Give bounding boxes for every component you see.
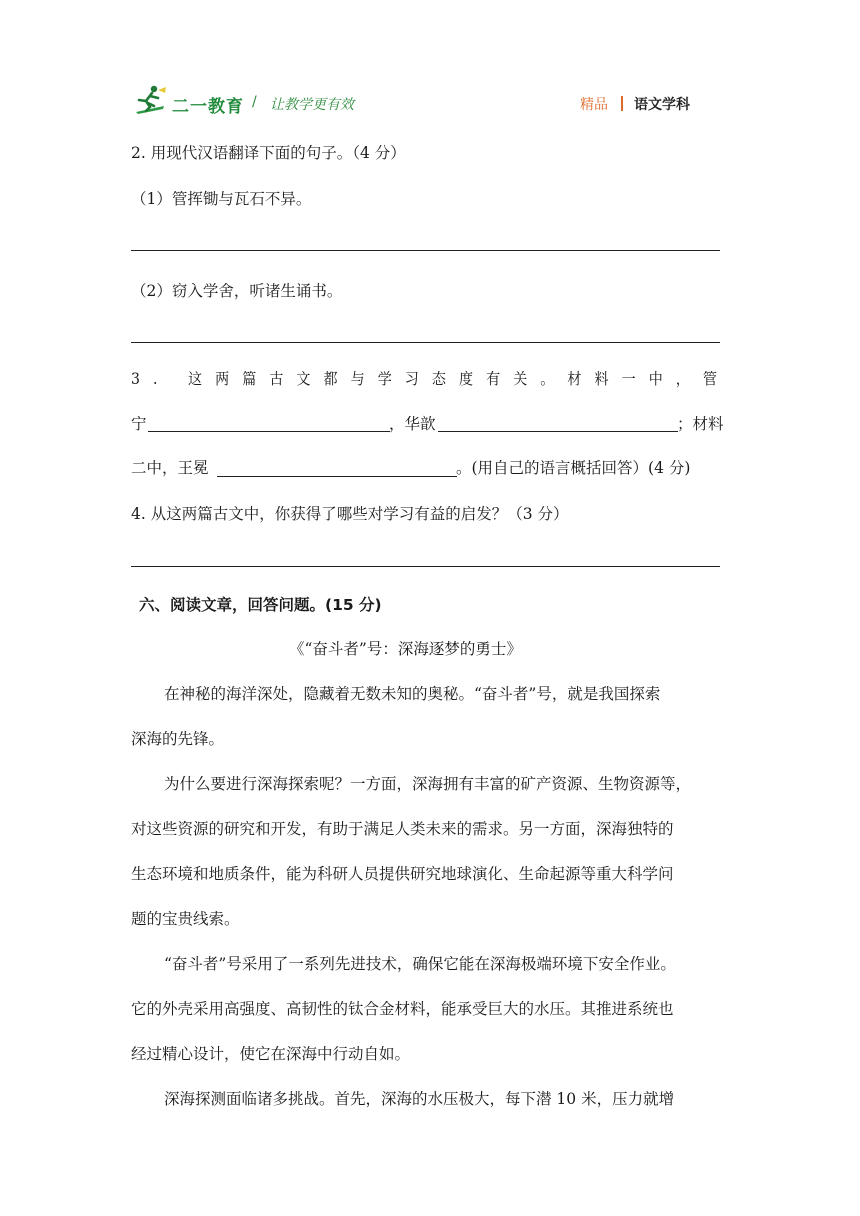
quality-label: 精品: [580, 97, 608, 113]
question-3-line-2-start: 宁: [131, 415, 147, 433]
question-2-title: 2. 用现代汉语翻译下面的句子。（4 分）: [131, 144, 406, 162]
blank-line: [438, 431, 678, 432]
running-figure-logo-icon: [134, 84, 168, 116]
question-4-title: 4. 从这两篇古文中，你获得了哪些对学习有益的启发？（3 分）: [131, 505, 569, 523]
article-title: 《“奋斗者”号：深海逐梦的勇士》: [289, 640, 522, 658]
blank-line: [217, 476, 457, 477]
question-3-line-3-start: 二中，王冕: [131, 459, 209, 477]
article-line: 在神秘的海洋深处，隐藏着无数未知的奥秘。“奋斗者”号，就是我国探索: [164, 685, 661, 703]
brand-name: 二一教育: [172, 97, 244, 117]
section-6-heading: 六、阅读文章，回答问题。(15 分): [139, 596, 382, 614]
article-line: 对这些资源的研究和开发，有助于满足人类未来的需求。另一方面，深海独特的: [131, 820, 674, 838]
article-line: 经过精心设计，使它在深海中行动自如。: [131, 1045, 411, 1063]
article-line: “奋斗者”号采用了一系列先进技术，确保它能在深海极端环境下安全作业。: [164, 955, 676, 973]
question-3-line-2-mid: ，华歆: [389, 415, 436, 433]
article-line: 生态环境和地质条件，能为科研人员提供研究地球演化、生命起源等重大科学问: [131, 865, 674, 883]
header-slash: /: [252, 94, 257, 110]
answer-line: [131, 342, 720, 343]
question-2-sentence-1: （1）管挥锄与瓦石不异。: [131, 190, 312, 208]
header-divider: [621, 96, 623, 111]
question-3-line-3-end: 。(用自己的语言概括回答）(4 分): [456, 459, 691, 477]
article-line: 深海的先锋。: [131, 730, 225, 748]
brand-slogan: 让教学更有效: [270, 97, 354, 113]
question-2-sentence-2: （2）窃入学舍，听诸生诵书。: [131, 282, 343, 300]
subject-label: 语文学科: [634, 97, 690, 113]
article-line: 它的外壳采用高强度、高韧性的钛合金材料，能承受巨大的水压。其推进系统也: [131, 1000, 674, 1018]
page-header: [134, 84, 726, 124]
article-line: 题的宝贵线索。: [131, 910, 240, 928]
article-line: 深海探测面临诸多挑战。首先，深海的水压极大，每下潜 10 米，压力就增: [164, 1090, 675, 1108]
blank-line: [148, 431, 390, 432]
article-line: 为什么要进行深海探索呢？一方面，深海拥有丰富的矿产资源、生物资源等，: [164, 775, 692, 793]
question-3-line-2-end: ；材料: [677, 415, 724, 433]
question-3-line-1: 3. 这两篇古文都与学习态度有关。材料一中，管: [131, 370, 730, 388]
answer-line: [131, 250, 720, 251]
answer-line: [131, 566, 720, 567]
